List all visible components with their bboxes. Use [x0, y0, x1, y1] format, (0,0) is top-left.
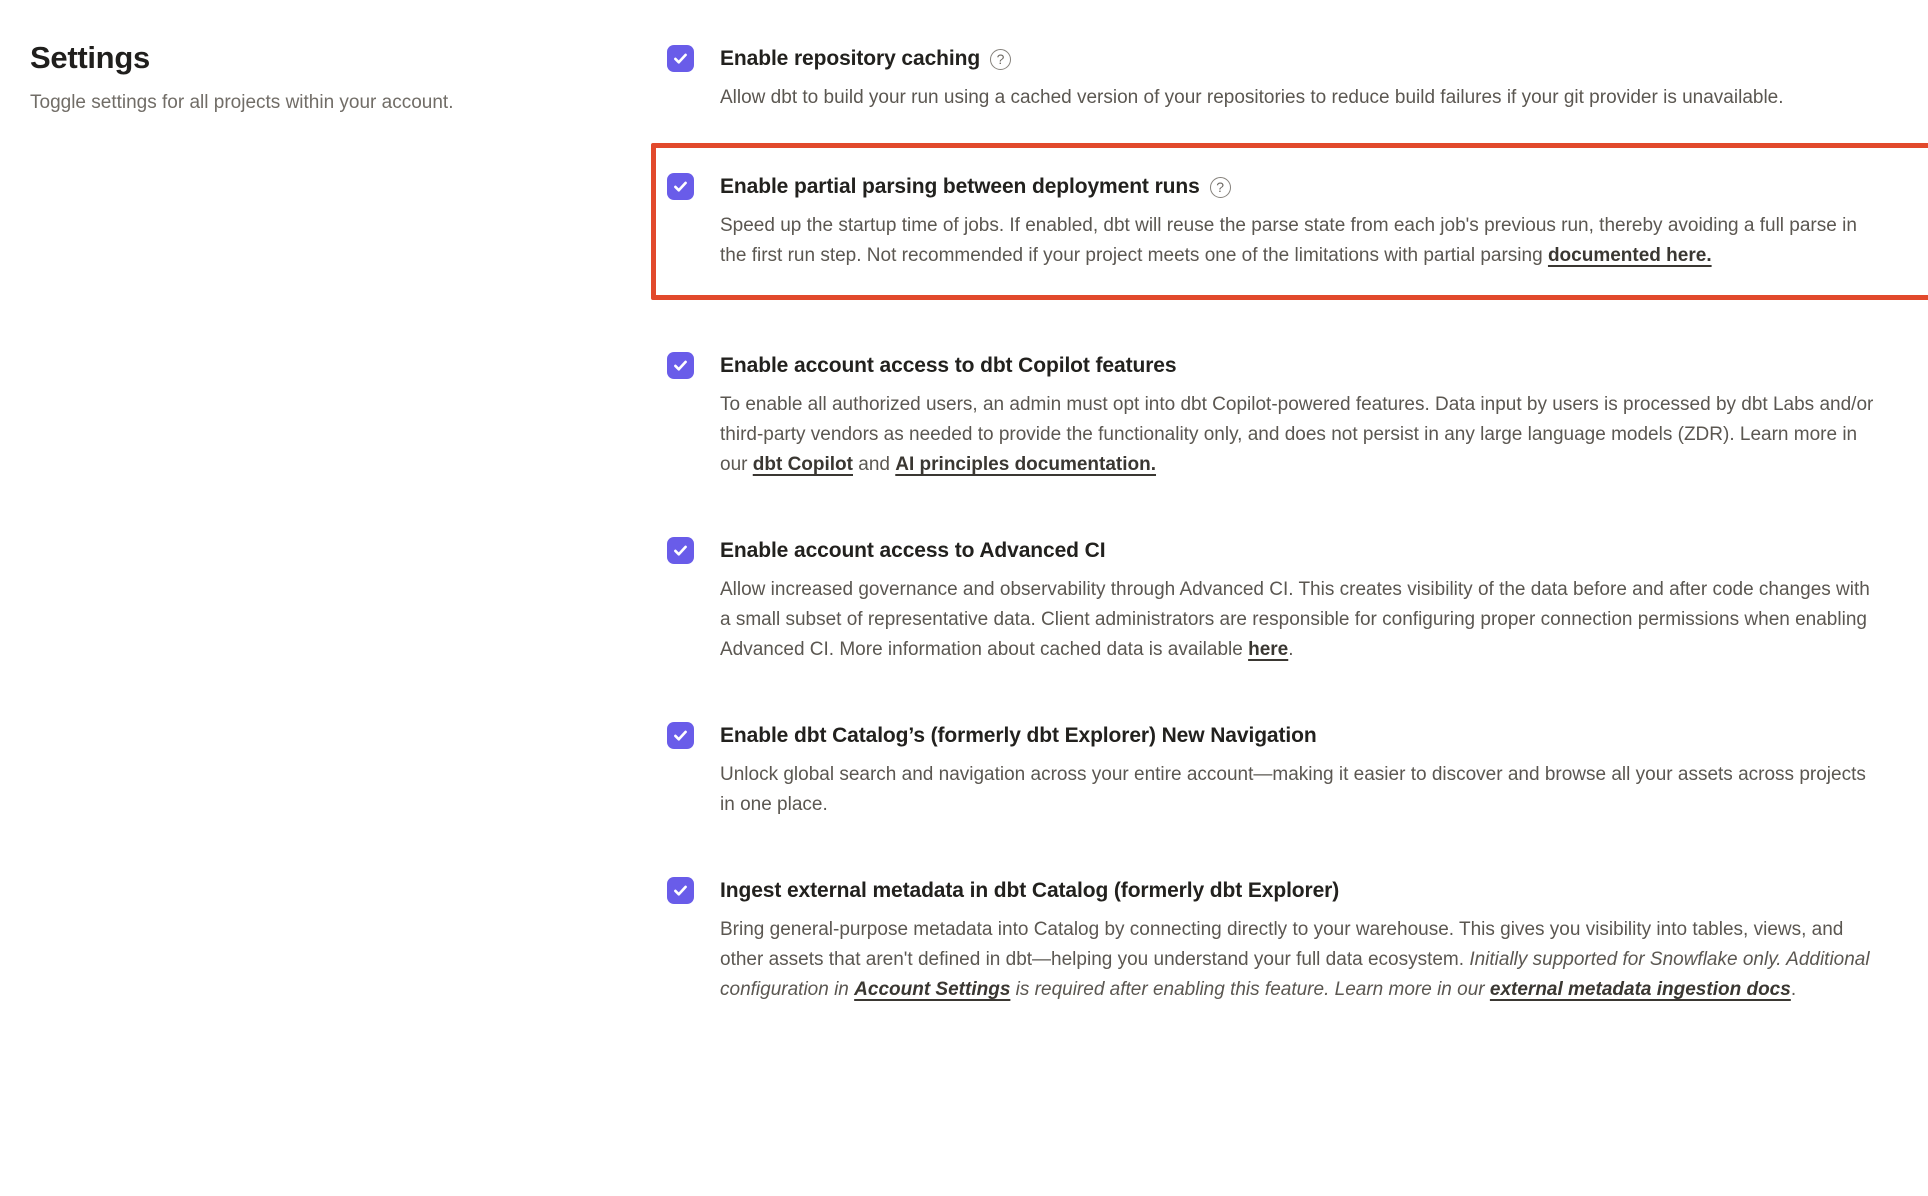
- setting-title: Enable partial parsing between deployment runs: [720, 175, 1200, 198]
- highlight-outline: [651, 143, 1928, 300]
- settings-list: [667, 0, 1928, 1196]
- text-segment: Speed up the startup time of jobs. If enabled, dbt will reuse the parse state from each job's previous run, thereby avoiding a full parse in the first run step. Not recommended if your project meets one of the limitations with partial parsing: [720, 215, 1857, 266]
- checkbox-partial-parsing[interactable]: [667, 173, 694, 200]
- setting-description: [720, 575, 1880, 665]
- checkmark-icon: [672, 178, 689, 195]
- checkmark-icon: [672, 542, 689, 559]
- text-segment: .: [1288, 639, 1294, 660]
- inline-link[interactable]: Account Settings: [854, 979, 1011, 1000]
- text-segment: .: [1790, 979, 1797, 1000]
- checkmark-icon: [672, 357, 689, 374]
- setting-title: Enable account access to Advanced CI: [720, 539, 1106, 562]
- settings-header-column: [0, 0, 667, 1196]
- setting-title: Enable account access to dbt Copilot features: [720, 354, 1177, 377]
- setting-title: Enable repository caching: [720, 47, 981, 70]
- text-segment: To enable all authorized users, an admin must opt into dbt Copilot-powered features. Data input by users is processed by dbt Labs and/or third-party vendors as needed to provide the functionality only, and does not persist in any large language models (ZDR). Learn more in our: [720, 394, 1874, 475]
- text-segment: Allow increased governance and observability through Advanced CI. This creates visibility of the data before and after code changes with a small subset of representative data. Client administrators are responsible for configuring proper connection permissions when enabling Advanced CI. More information about cached data is available: [720, 579, 1870, 660]
- setting-dbt-copilot: [667, 352, 1883, 480]
- setting-description: [720, 211, 1880, 271]
- setting-title: Enable dbt Catalog’s (formerly dbt Explorer) New Navigation: [720, 724, 1317, 747]
- text-segment: is required after enabling this feature. Learn more in our: [1010, 979, 1490, 1000]
- setting-catalog-new-navigation: [667, 722, 1883, 820]
- help-icon[interactable]: ?: [1210, 177, 1231, 198]
- inline-link[interactable]: dbt Copilot: [752, 454, 853, 475]
- page-subtitle: Toggle settings for all projects within your account.: [30, 91, 454, 113]
- inline-link[interactable]: AI principles documentation.: [895, 454, 1157, 475]
- checkbox-catalog-new-navigation[interactable]: [667, 722, 694, 749]
- setting-description: [720, 390, 1880, 480]
- page-title: Settings: [30, 40, 150, 75]
- setting-description: [720, 760, 1880, 820]
- inline-link[interactable]: documented here.: [1547, 245, 1712, 266]
- setting-title: Ingest external metadata in dbt Catalog (formerly dbt Explorer): [720, 879, 1340, 902]
- setting-ingest-external-metadata: [667, 877, 1883, 1005]
- setting-description: [720, 83, 1880, 113]
- checkmark-icon: [672, 50, 689, 67]
- text-segment: Bring general-purpose metadata into Catalog by connecting directly to your warehouse. This gives you visibility into tables, views, and other assets that aren't defined in dbt—helping you understand your full data ecosystem.: [720, 919, 1844, 970]
- setting-advanced-ci: [667, 537, 1883, 665]
- text-segment: Unlock global search and navigation across your entire account—making it easier to discover and browse all your assets across projects in one place.: [720, 764, 1866, 815]
- checkmark-icon: [672, 727, 689, 744]
- checkbox-repository-caching[interactable]: [667, 45, 694, 72]
- help-icon[interactable]: ?: [990, 49, 1011, 70]
- text-segment: Initially supported for Snowflake only. Additional configuration in: [720, 949, 1870, 1000]
- text-segment: Allow dbt to build your run using a cached version of your repositories to reduce build failures if your git provider is unavailable.: [720, 87, 1784, 108]
- checkbox-ingest-external-metadata[interactable]: [667, 877, 694, 904]
- checkmark-icon: [672, 882, 689, 899]
- text-segment: and: [853, 454, 896, 475]
- setting-description: [720, 915, 1880, 1005]
- setting-partial-parsing: [667, 173, 1883, 271]
- inline-link[interactable]: here: [1248, 639, 1289, 660]
- checkbox-advanced-ci[interactable]: [667, 537, 694, 564]
- setting-repository-caching: [667, 45, 1883, 113]
- inline-link[interactable]: external metadata ingestion docs: [1489, 979, 1791, 1000]
- checkbox-dbt-copilot[interactable]: [667, 352, 694, 379]
